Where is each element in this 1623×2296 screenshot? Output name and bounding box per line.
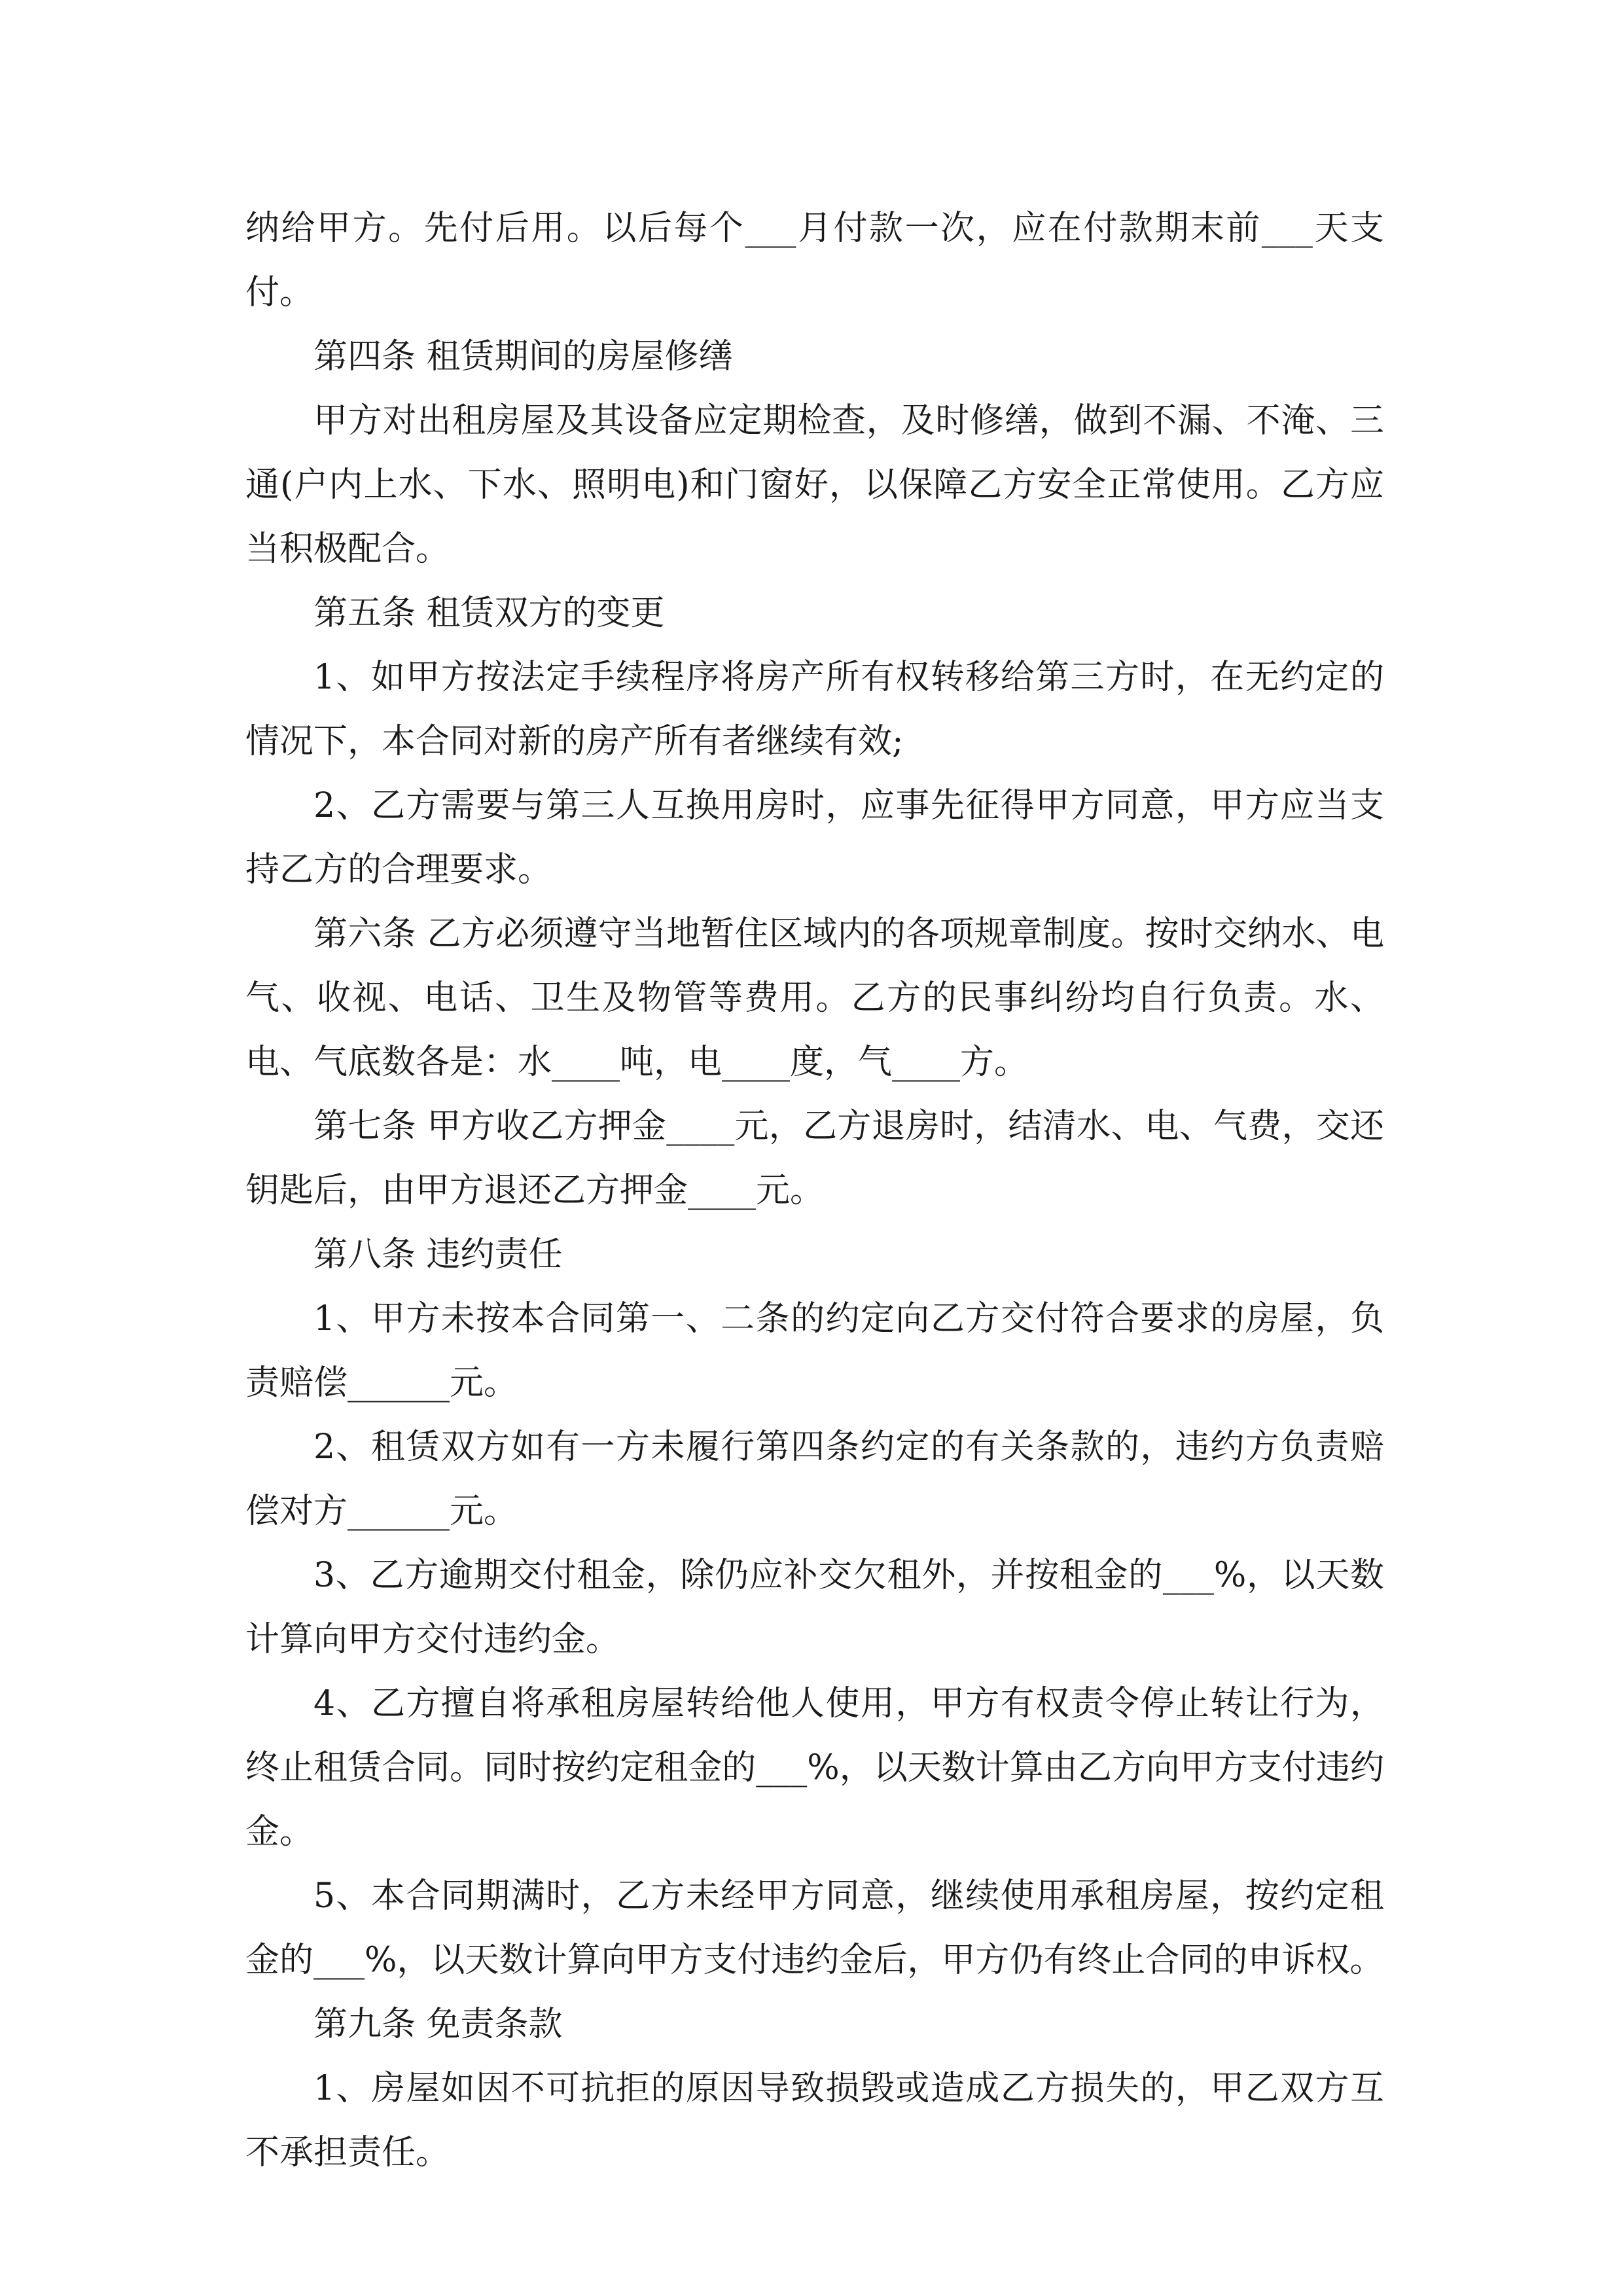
paragraph-article-8-item-2: 2、租赁双方如有一方未履行第四条约定的有关条款的，违约方负责赔偿对方______元。 — [245, 1427, 1384, 1531]
heading-article-4: 第四条 租赁期间的房屋修缮 — [313, 337, 733, 376]
paragraph-article-8-item-4: 4、乙方擅自将承租房屋转给他人使用，甲方有权责令停止转让行为，终止租赁合同。同时按约定租金的___%，以天数计算由乙方向甲方支付违约金。 — [245, 1684, 1384, 1852]
paragraph-article-5-item-2: 2、乙方需要与第三人互换用房时，应事先征得甲方同意，甲方应当支持乙方的合理要求。 — [245, 786, 1384, 889]
paragraph-article-9-item-1: 1、房屋如因不可抗拒的原因导致损毁或造成乙方损失的，甲乙双方互不承担责任。 — [245, 2069, 1384, 2172]
paragraph-article-4-body: 甲方对出租房屋及其设备应定期检查，及时修缮，做到不漏、不淹、三通(户内上水、下水、照明电)和门窗好，以保障乙方安全正常使用。乙方应当积极配合。 — [245, 401, 1384, 569]
paragraph-article-8-item-1: 1、甲方未按本合同第一、二条的约定向乙方交付符合要求的房屋，负责赔偿______元。 — [245, 1299, 1384, 1403]
paragraph-article-5-item-1: 1、如甲方按法定手续程序将房产所有权转移给第三方时，在无约定的情况下，本合同对新的房产所有者继续有效; — [245, 658, 1384, 761]
paragraph-payment-terms: 纳给甲方。先付后用。以后每个___月付款一次，应在付款期末前___天支付。 — [245, 209, 1384, 312]
heading-article-5: 第五条 租赁双方的变更 — [313, 594, 665, 633]
paragraph-article-8-item-5: 5、本合同期满时，乙方未经甲方同意，继续使用承租房屋，按约定租金的___%，以天数计算向甲方支付违约金后，甲方仍有终止合同的申诉权。 — [245, 1876, 1384, 1980]
heading-article-8: 第八条 违约责任 — [313, 1235, 563, 1274]
paragraph-article-7: 第七条 甲方收乙方押金____元，乙方退房时，结清水、电、气费，交还钥匙后，由甲方退还乙方押金____元。 — [245, 1107, 1384, 1210]
paragraph-article-6: 第六条 乙方必须遵守当地暂住区域内的各项规章制度。按时交纳水、电气、收视、电话、卫生及物管等费用。乙方的民事纠纷均自行负责。水、电、气底数各是：水____吨，电____度，气____方。 — [245, 914, 1384, 1082]
document-body — [245, 196, 1384, 2185]
heading-article-9: 第九条 免责条款 — [313, 2005, 563, 2044]
paragraph-article-8-item-3: 3、乙方逾期交付租金，除仍应补交欠租外，并按租金的___%，以天数计算向甲方交付违约金。 — [245, 1556, 1384, 1659]
